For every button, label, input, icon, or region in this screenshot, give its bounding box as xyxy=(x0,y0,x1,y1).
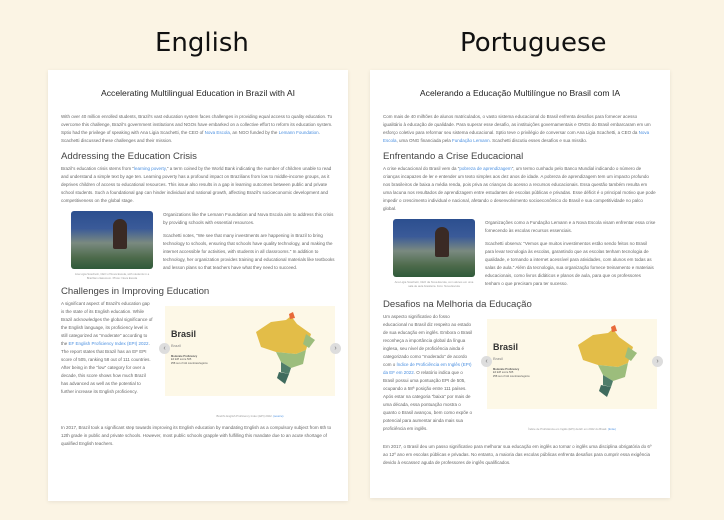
english-heading: English xyxy=(155,28,249,58)
map-caption: Brazil's English Proficiency Index (EPI) 2022. (source) xyxy=(216,414,284,418)
scachetti-quote: Scachetti observa: "Vemos que muitos investimentos estão sendo feitos no Brasil para levar tecnologia às escolas, garantindo que as escolas tenham tecnologia de qualidade, e tornando a internet acessível para atividades, com alunos em todas as salas de aula." Além da tecnologia, sua organização fornece treinamento e materiais educacionais, como livros didáticos e planos de aula, para que os professores tenham o que precisam para ter sucesso. xyxy=(485,241,654,286)
carousel-next-button[interactable]: › xyxy=(652,356,663,367)
crisis-paragraph: A crise educacional do Brasil vem da "pobreza de aprendizagem", um termo cunhado pelo Banco Mundial indicando o número de crianças incapazes de ler e entender um texto simples aos dez anos de idade. A pobreza de aprendizagem tem um impacto profundo nos brasileiros de baixa a média renda, pois priva as crianças do acesso a recursos educacionais. Essa questão também resulta em uma lacuna nos resultados de aprendizagem entre estudantes de escolas públicas e privadas. Esse déficit é o principal motivo que pode impedir o crescimento individual e nacional, afetando o desenvolvimento socioeconômico do Brasil e sua competitividade no palco global. xyxy=(383,166,656,211)
learning-poverty-link[interactable]: pobreza de aprendizagem xyxy=(459,166,512,171)
organizations-paragraph: Organizações como a Fundação Lemann e a Nova Escola visam enfrentar essa crise fornecendo às escolas recursos essenciais. xyxy=(485,220,656,233)
nova-escola-link[interactable]: Nova Escola xyxy=(383,130,650,143)
carousel-prev-button[interactable]: ‹ xyxy=(159,343,170,354)
lemann-link[interactable]: Lemann Foundation xyxy=(278,130,319,135)
epi-map-carousel xyxy=(165,300,335,418)
map-subtitle: Brazil xyxy=(171,343,182,348)
mandate-paragraph: Em 2017, o Brasil deu um passo significativo para melhorar sua educação em inglês ao tornar o inglês uma disciplina obrigatória do 6º ao 12º ano em escolas públicas e privadas. No entanto, a maioria das escolas públicas enfrenta desafios para cumprir essa exigência devido à escassez aguda de professores de inglês qualificados. xyxy=(383,444,652,465)
article-title: Accelerating Multilingual Education in Brazil with AI xyxy=(101,88,295,98)
intro-paragraph: With over 40 million enrolled students, Brazil's vast education system faces challenges in providing equal access to quality education. To overcome this challenge, Brazil's government institutions and NGOs have embarked on a collective effort to reform its education system. Sptio had the privilege of speaking with Ana Ligia Scachetti, the CEO of Nova Escola, an NGO funded by the Lemann Foundation. Scachetti discussed these challenges and their mission. xyxy=(61,114,333,143)
english-paragraph: A significant aspect of Brazil's education gap is the state of its English education. While Brazil acknowledges the global significance of the English language, its proficiency level is still categorized as "moderate" according to the EF English Proficiency Index (EPI) 2022. The report states that Brazil has an EF EPI score of 505, ranking 58 out of 111 countries. After being in the "low" category for over a decade, this score shows how much Brazil has advanced as well as the potential to further increase its English proficiency. xyxy=(61,301,153,394)
map-subtitle: Brasil xyxy=(493,356,504,361)
classroom-photo xyxy=(71,211,153,269)
carousel-prev-button[interactable]: ‹ xyxy=(481,356,492,367)
article-title: Acelerando a Educação Multilíngue no Brasil com IA xyxy=(419,88,621,98)
map-title: Brasil xyxy=(493,342,519,352)
classroom-photo xyxy=(393,219,475,277)
crisis-paragraph: Brazil's education crisis stems from "learning poverty," a term coined by the World Bank indicating the number of children unable to read and understand a simple text by age ten. Learning poverty has a profound impact on Brazilians from low to middle-income groups, as it deprives children of access to educational resources. This issue also results in a gap in learning outcomes between public and private school students. Such a foundational gap can hinder individual and national growth, affecting Brazil's socioeconomic development and competitiveness on the global stage. xyxy=(61,166,332,203)
map-legend: Moderate Proficiency EF EPI score 505 #58 out of 111 countries/regions xyxy=(493,368,530,378)
epi-map-carousel xyxy=(487,313,657,437)
map-source-link[interactable]: (source) xyxy=(273,414,284,418)
section-heading-challenges: Challenges in Improving Education xyxy=(61,286,210,297)
intro-paragraph: Com mais de 40 milhões de alunos matriculados, o vasto sistema educacional do Brasil enfrenta desafios para fornecer acesso igualitário à educação de qualidade. Para superar esse desafio, as instituições governamentais e ONGs do Brasil embarcaram em um esforço coletivo para reformar seu sistema educacional. Sptio teve o privilégio de conversar com Ana Ligia Scachetti, a CEO da Nova Escola, uma ONG financiada pela Fundação Lemann. Scachetti discutiu esses desafios e sua missão. xyxy=(383,114,651,143)
scachetti-quote: Scachetti notes, "We see that many investments are happening in Brazil to bring technology to schools, ensuring that schools have quality technology, and making the internet accessible for activities, with students in all classrooms." In addition to technology, her organization provides training and educational materials like textbooks and lesson plans so that teachers have what they need to succeed. xyxy=(163,233,335,270)
mandate-paragraph: In 2017, Brazil took a significant step towards improving its English education by mandating English as a compulsory subject from 6th to 12th grade in public and private schools. However, most public schools grapple with fulfilling this mandate due to an acute shortage of qualified English teachers. xyxy=(61,425,332,446)
photo-caption: Ana Ligia Scachetti, CEO of Nova Escola, with students in a Brazilian classroom. Photo: Nova Escola xyxy=(74,272,150,280)
section-heading-crisis: Enfrentando a Crise Educacional xyxy=(383,151,524,162)
portuguese-article-card xyxy=(370,70,670,498)
carousel-next-button[interactable]: › xyxy=(330,343,341,354)
map-caption: Índice de Proficiência em Inglês (EPI) da EF em 2022 do Brasil. (fonte) xyxy=(528,427,616,431)
brazil-map xyxy=(251,312,321,387)
photo-caption: Ana Ligia Scachetti, CEO da Nova Escola, com alunos em uma sala de aula brasileira. Foto: Nova Escola xyxy=(394,280,474,288)
section-heading-crisis: Addressing the Education Crisis xyxy=(61,151,197,162)
portuguese-heading: Portuguese xyxy=(460,28,607,58)
english-article-card xyxy=(48,70,348,501)
brazil-map xyxy=(573,325,643,400)
nova-escola-link[interactable]: Nova Escola xyxy=(204,130,230,135)
ef-epi-link[interactable]: Índice de Proficiência em Inglês (EPI) da EF em 2022 xyxy=(383,362,472,375)
map-legend: Moderate Proficiency EF EPI score 505 #58 out of 111 countries/regions xyxy=(171,355,208,365)
map-source-link[interactable]: (fonte) xyxy=(607,427,616,431)
english-paragraph: Um aspecto significativo do fosso educacional no Brasil diz respeito ao estado de sua educação em inglês. Embora o Brasil reconheça a importância global da língua inglesa, seu nível de proficiência ainda é categorizado como "moderado" de acordo com o Índice de Proficiência em Inglês (EPI) da EF em 2022. O relatório indica que o Brasil possui uma pontuação EPI de 505, ocupando a 58ª posição entre 111 países. Após estar na categoria "baixa" por mais de uma década, essa pontuação mostra o quanto o Brasil avançou, bem como expõe o potencial para aumentar ainda mais sua proficiência em inglês. xyxy=(383,314,473,431)
section-heading-challenges: Desafios na Melhoria da Educação xyxy=(383,299,532,310)
organizations-paragraph: Organizations like the Lemann Foundation and Nova Escola aim to address this crisis by providing schools with essential resources. xyxy=(163,212,334,225)
map-title: Brasil xyxy=(171,329,197,339)
lemann-link[interactable]: Fundação Lemann xyxy=(452,138,490,143)
ef-epi-link[interactable]: EF English Proficiency Index (EPI) 2022 xyxy=(68,341,149,346)
learning-poverty-link[interactable]: learning poverty xyxy=(133,166,166,171)
